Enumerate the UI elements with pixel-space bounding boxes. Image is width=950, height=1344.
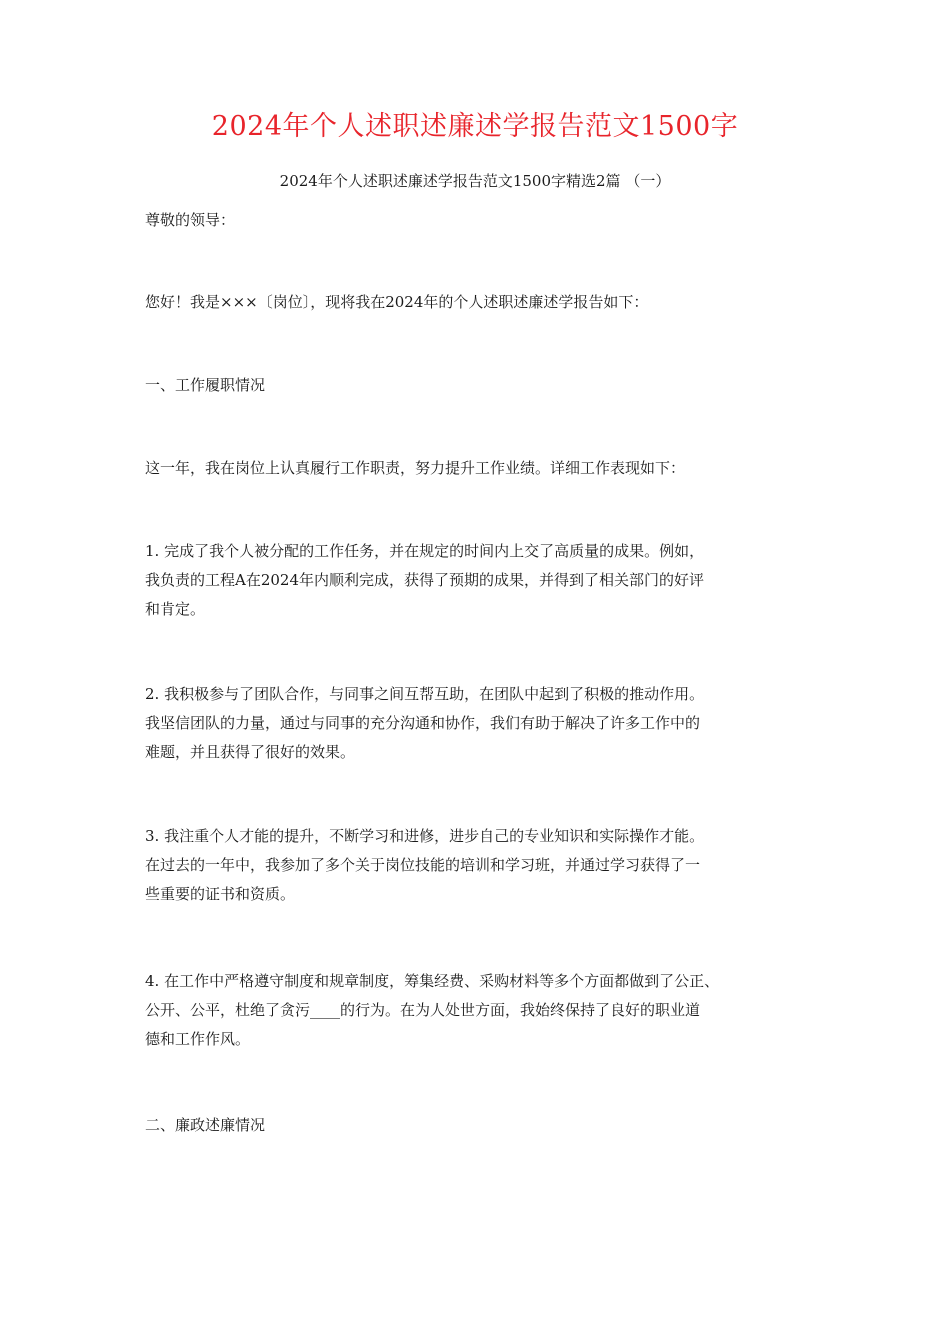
list-item-4-line: 公开、公平，杜绝了贪污____的行为。在为人处世方面，我始终保持了良好的职业道 [145, 1001, 701, 1019]
list-item-4-line: 德和工作作风。 [145, 1030, 251, 1048]
list-item-2-line: 2. 我积极参与了团队合作，与同事之间互帮互助，在团队中起到了积极的推动作用。 [145, 685, 705, 703]
list-item-3-line: 在过去的一年中，我参加了多个关于岗位技能的培训和学习班，并通过学习获得了一 [145, 856, 701, 874]
list-item-1 [145, 537, 845, 624]
list-item-2-line: 我坚信团队的力量，通过与同事的充分沟通和协作，我们有助于解决了许多工作中的 [145, 714, 701, 732]
salutation [145, 206, 845, 235]
list-item-3-line: 些重要的证书和资质。 [145, 885, 296, 903]
greeting-text: 您好！我是×××〔岗位〕，现将我在2024年的个人述职述廉述学报告如下： [145, 293, 649, 311]
list-item-3-line: 3. 我注重个人才能的提升，不断学习和进修，进步自己的专业知识和实际操作才能。 [145, 827, 705, 845]
greeting-paragraph [145, 288, 845, 317]
list-item-1-line: 1. 完成了我个人被分配的工作任务，并在规定的时间内上交了高质量的成果。例如， [145, 542, 705, 560]
list-item-4-line: 4. 在工作中严格遵守制度和规章制度，筹集经费、采购材料等多个方面都做到了公正、 [145, 972, 720, 990]
section-1-intro-text: 这一年，我在岗位上认真履行工作职责，努力提升工作业绩。详细工作表现如下： [145, 459, 686, 477]
list-item-3 [145, 822, 845, 909]
section-heading-1 [145, 371, 845, 400]
list-item-1-line: 我负责的工程A在2024年内顺利完成，获得了预期的成果，并得到了相关部门的好评 [145, 571, 705, 589]
document-subtitle: 2024年个人述职述廉述学报告范文1500字精选2篇 （一） [279, 172, 671, 190]
section-heading-2 [145, 1111, 845, 1140]
list-item-2-line: 难题，并且获得了很好的效果。 [145, 743, 356, 761]
section-heading-1-text: 一、工作履职情况 [145, 376, 266, 394]
section-1-intro [145, 454, 845, 483]
document-title: 2024年个人述职述廉述学报告范文1500字 [211, 111, 739, 142]
section-heading-2-text: 二、廉政述廉情况 [145, 1116, 266, 1134]
salutation-text: 尊敬的领导： [145, 211, 236, 229]
list-item-4 [145, 967, 845, 1054]
list-item-2 [145, 680, 845, 767]
list-item-1-line: 和肯定。 [145, 600, 206, 618]
